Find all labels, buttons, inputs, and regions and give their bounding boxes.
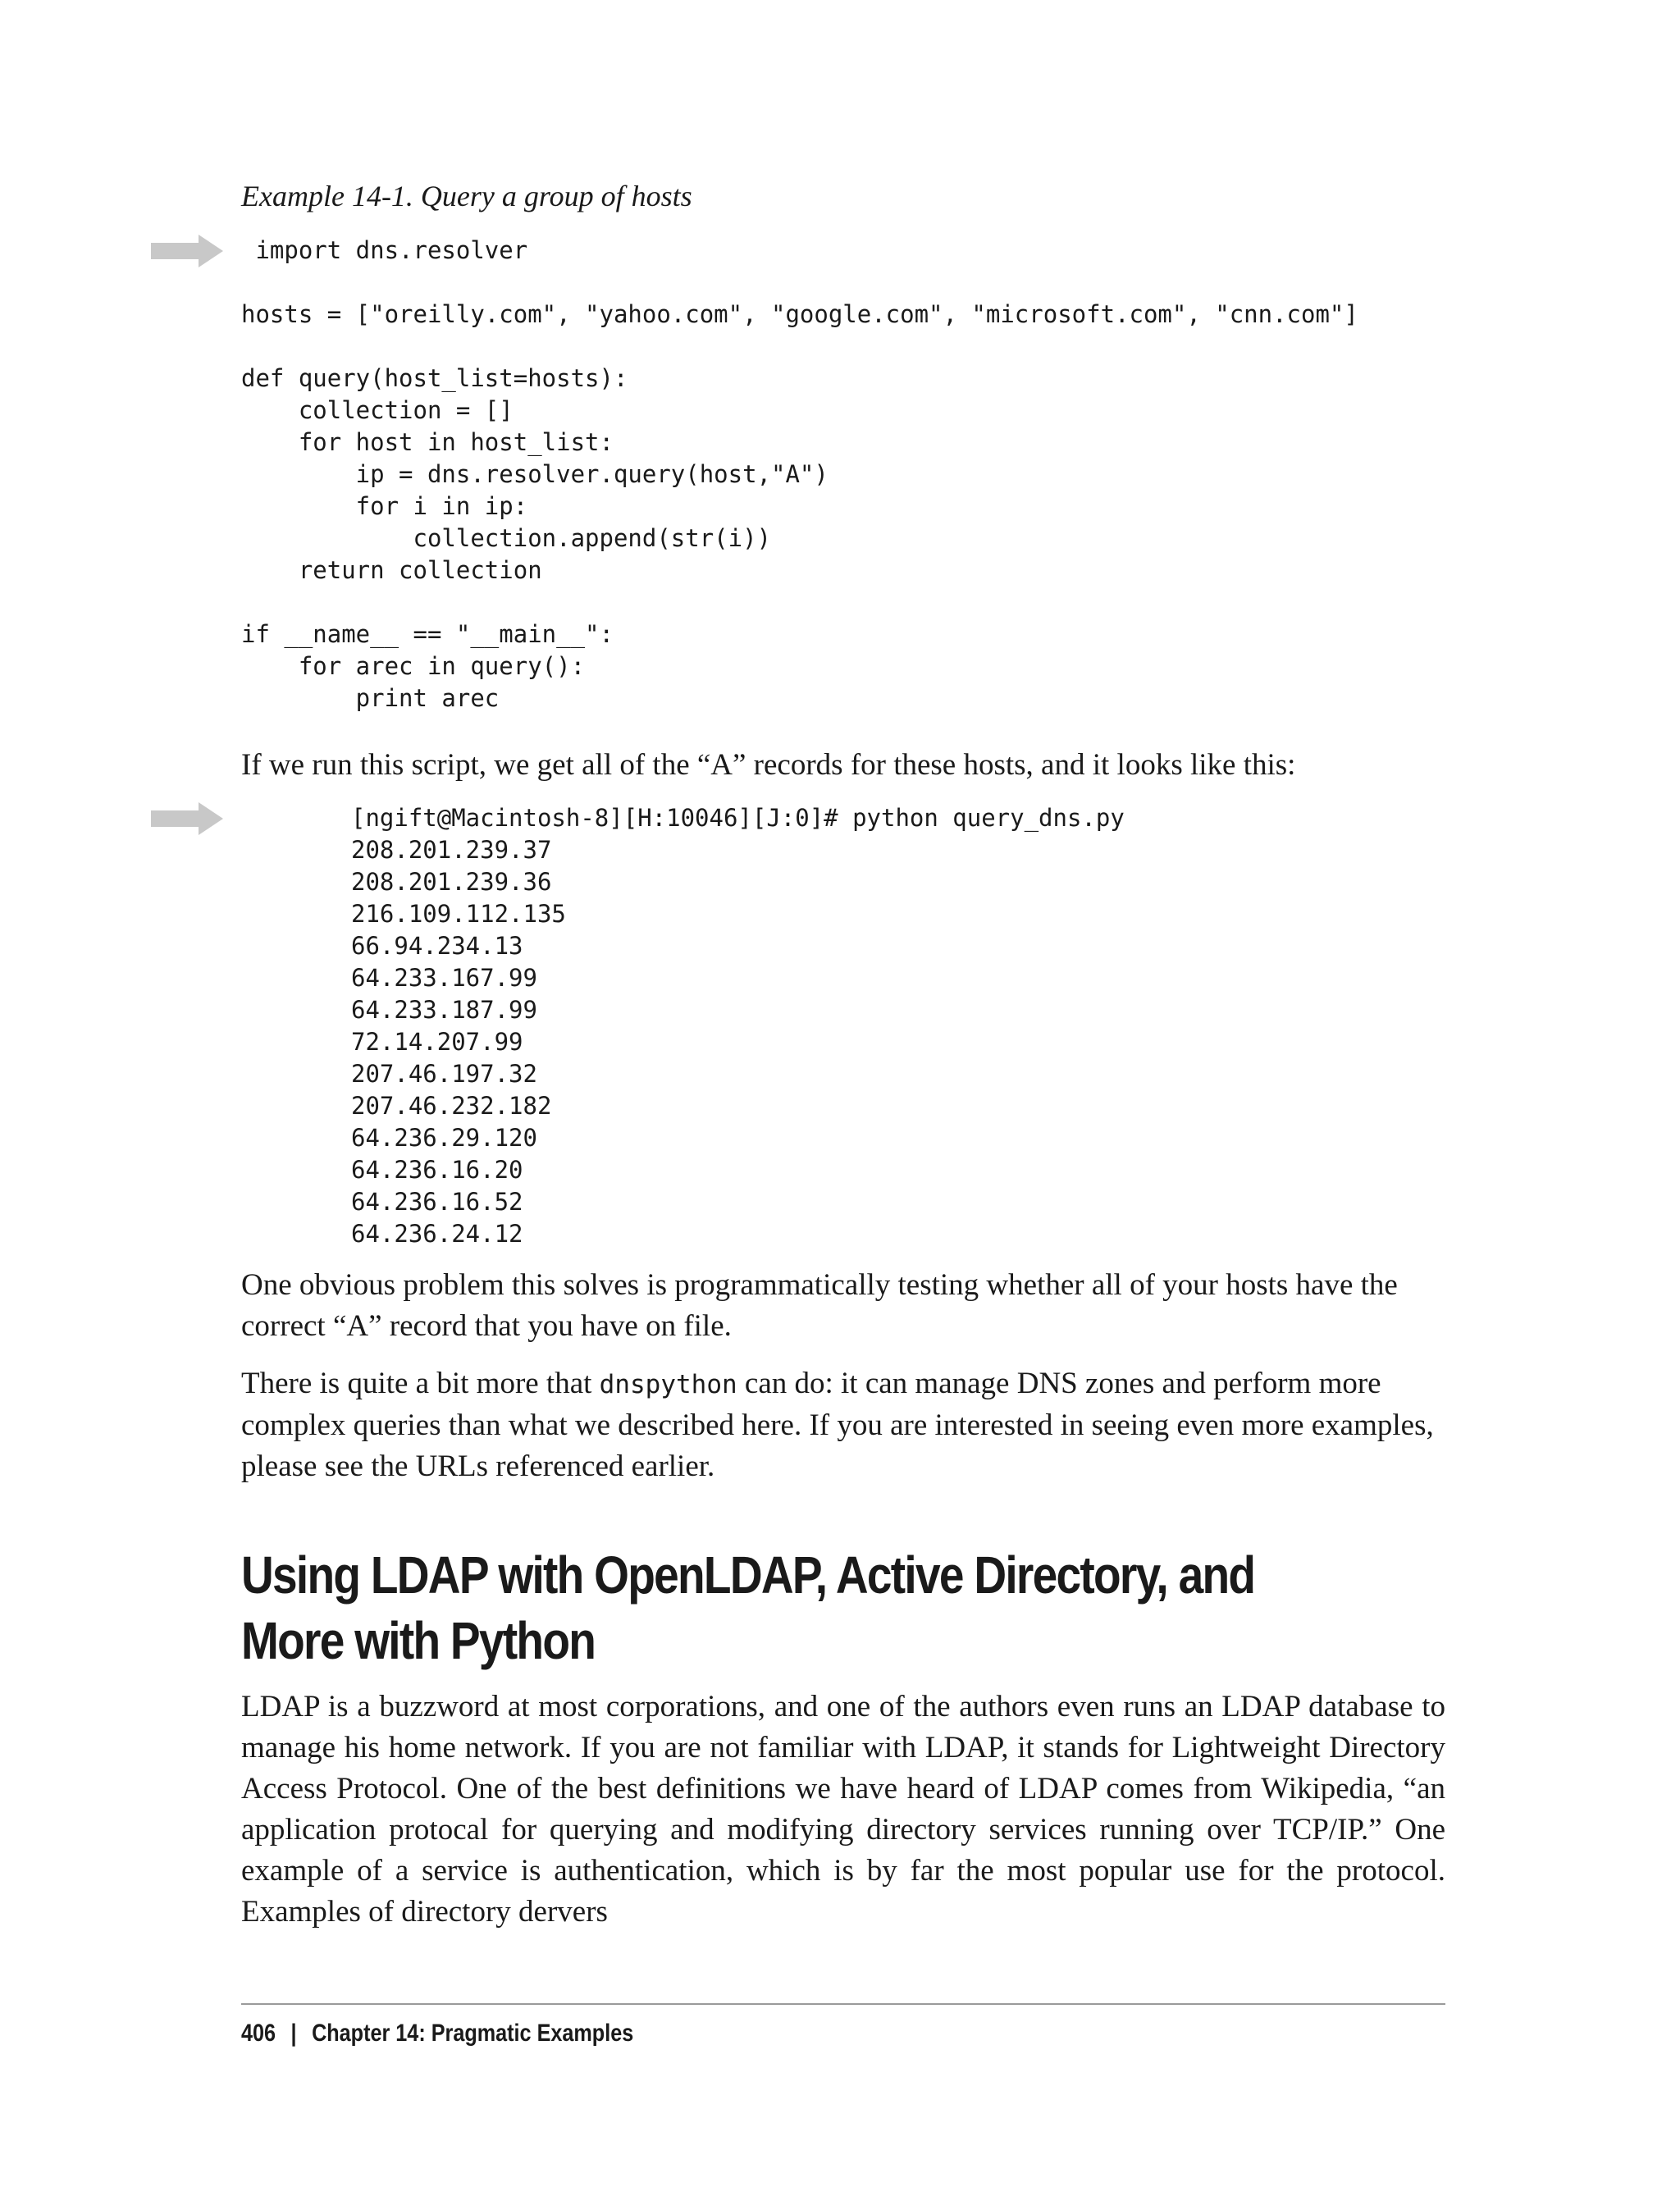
more-paragraph-text-end: can do: it can manage DNS zones and perform more complex queries than what we described here. If you are interested in seeing even more examples, please see the URLs referenced earlier. <box>241 1367 1434 1483</box>
more-paragraph-text-start: There is quite a bit more that <box>241 1367 600 1400</box>
footer-separator: | <box>290 2020 297 2047</box>
inline-code-dnspython: dnspython <box>599 1370 737 1399</box>
chapter-title: Chapter 14: Pragmatic Examples <box>312 2020 634 2047</box>
footer-rule <box>241 2003 1445 2005</box>
run-intro-paragraph: If we run this script, we get all of the “A” records for these hosts, and it looks like this: <box>241 748 1296 782</box>
example-caption: Example 14-1. Query a group of hosts <box>241 180 692 212</box>
page-number: 406 <box>241 2020 276 2047</box>
page-footer <box>241 2020 633 2048</box>
margin-arrow-icon <box>151 235 223 267</box>
code-listing: import dns.resolver hosts = ["oreilly.com", "yahoo.com", "google.com", "microsoft.com", "cnn.com"] def query(host_list=hosts): collection = [] for host in host_list: ip = dns.resolver.query(host,"A") for i in ip: collection.append(str(i)) return collection if __name__ == "__main__": for arec in query(): print arec <box>241 236 1358 712</box>
section-heading: Using LDAP with OpenLDAP, Active Directory, and More with Python <box>241 1545 1255 1670</box>
command-output: [ngift@Macintosh-8][H:10046][J:0]# python query_dns.py 208.201.239.37 208.201.239.36 216.109.112.135 66.94.234.13 64.233.167.99 64.233.187.99 72.14.207.99 207.46.197.32 207.46.232.182 64.236.29.120 64.236.16.20 64.236.16.52 64.236.24.12 <box>351 804 1125 1248</box>
more-paragraph <box>241 1363 1445 1487</box>
margin-arrow-icon <box>151 802 223 835</box>
problem-paragraph: One obvious problem this solves is programmatically testing whether all of your hosts have the correct “A” record that you have on file. <box>241 1268 1398 1343</box>
ldap-paragraph: LDAP is a buzzword at most corporations, and one of the authors even runs an LDAP database to manage his home network. If you are not familiar with LDAP, it stands for Lightweight Directory Access Protocol. One of the best definitions we have heard of LDAP comes from Wikipedia, “an application protocal for querying and modifying directory services running over TCP/IP.” One example of a service is authentication, which is by far the most popular use for the protocol. Examples of directory dervers <box>241 1690 1445 1929</box>
